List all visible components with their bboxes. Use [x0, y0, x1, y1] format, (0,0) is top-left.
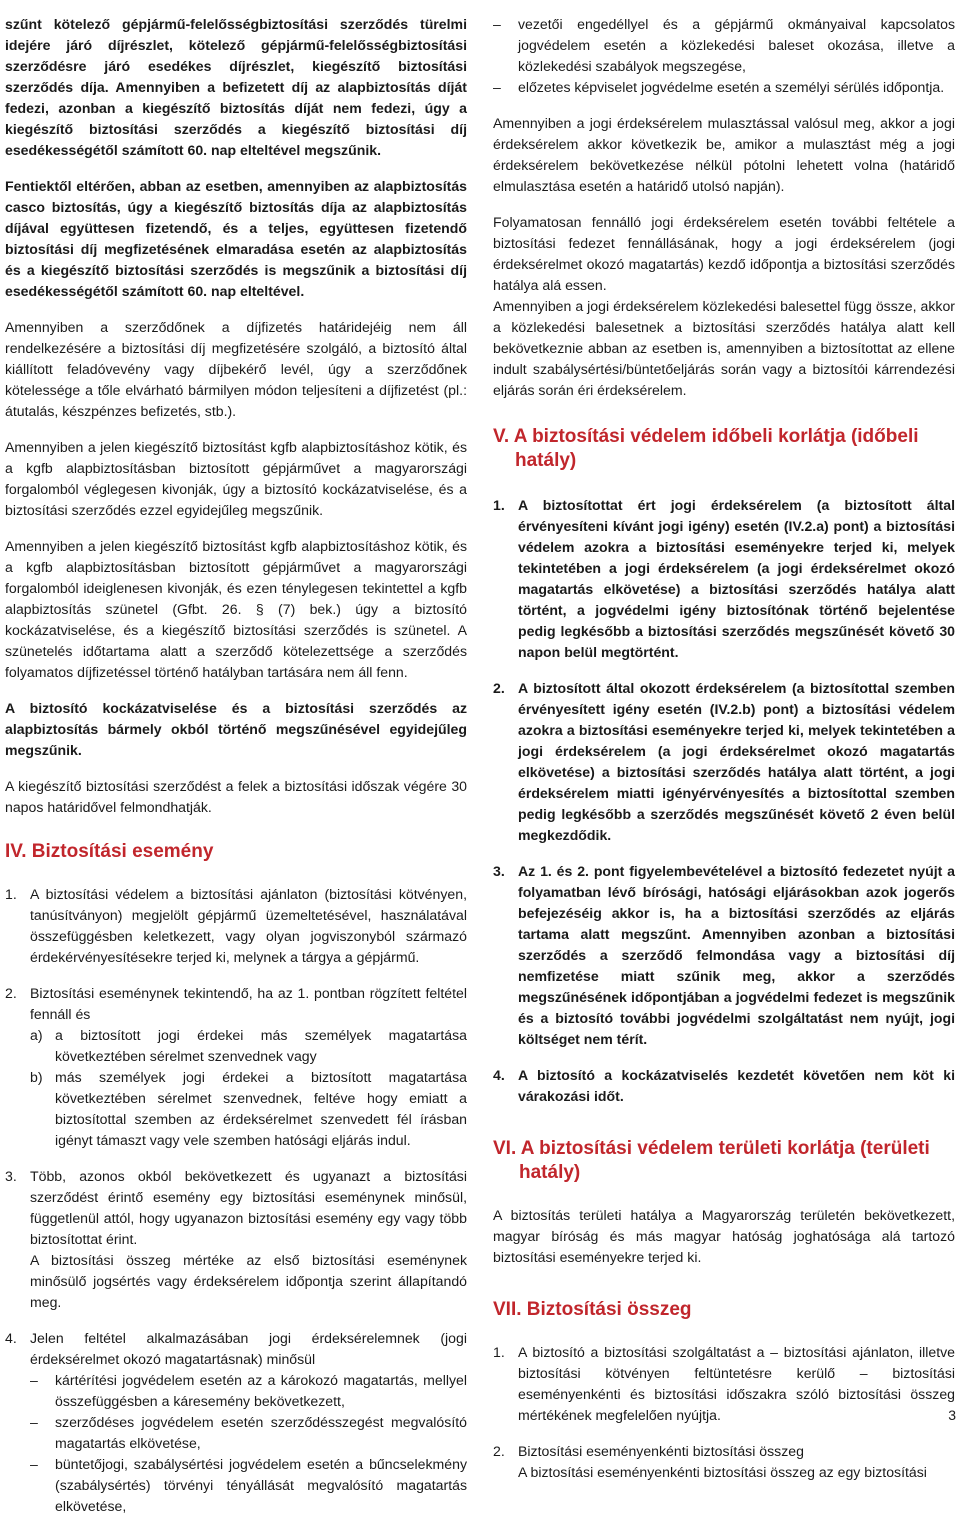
sub-item-letter: b): [30, 1069, 43, 1085]
item-number: 1.: [5, 886, 17, 902]
dash-item: [493, 14, 955, 77]
item-text: Jelen feltétel alkalmazásában jogi érdeksérelemnek (jogi érdeksérelmet okozó magatartásnak) minősül: [30, 1330, 467, 1367]
sub-item-text: más személyek jogi érdekei a biztosított magatartása következtében sérelmet szenvednek, feltéve hogy emiatt a biztosítottal szemben az érdeksérelmet szenvedett fél írásban igényt támaszt vagy vele szemben hatósági eljárás indul.: [55, 1069, 467, 1148]
item-number: 3.: [5, 1168, 17, 1184]
item-number: 4.: [5, 1330, 17, 1346]
sub-item-text: a biztosított jogi érdekei más személyek magatartása következtében sérelmet szenvednek vagy: [55, 1027, 467, 1064]
dash-item-text: vezetői engedéllyel és a gépjármű okmányaival kapcsolatos jogvédelem esetén a közlekedési baleset okozása, illetve a közlekedési szabályok megszegése,: [518, 16, 955, 74]
paragraph-temporary-withdrawal: Amennyiben a jelen kiegészítő biztosítást kgfb alapbiztosításhoz kötik, és a kgfb alapbiztosításban biztosított gépjárművet a magyarországi forgalomból ideiglenesen kivonják, és ezen ténylegesen tekintettel a kgfb alapbiztosítás szünetel (Gfbt. 26. § (7) bek.) úgy a biztosító kockázatviselése, és a kiegészítő biztosítási szerződés is szünetel. A szünetelés időtartama alatt a szerződő kötelezettsége a szerződés folyamatos díjfizetéssel történő hatályban tartására nem áll fenn.: [5, 538, 467, 680]
dash-item: [30, 1454, 467, 1517]
dash-item: [30, 1370, 467, 1412]
item-text: Biztosítási eseménynek tekintendő, ha az 1. pontban rögzített feltétel fennáll és: [30, 985, 467, 1022]
paragraph-continuous-damage: Folyamatosan fennálló jogi érdeksérelem esetén további feltétele a biztosítási fedezet fennállásának, hogy a jogi érdeksérelem (jogi érdeksérelmet okozó magatartás) kezdő időpontja a biztosítási szerződés hatálya alá essen.: [493, 214, 955, 293]
list-item: [493, 1065, 955, 1107]
page-number: 3: [948, 1407, 956, 1423]
item-number: 1.: [493, 497, 505, 513]
paragraph-termination-notice: A kiegészítő biztosítási szerződést a felek a biztosítási időszak végére 30 napos határidővel felmondhatják.: [5, 778, 467, 815]
section-heading-vii: VII. Biztosítási összeg: [493, 1299, 692, 1320]
dash-item-text: büntetőjogi, szabálysértési jogvédelem esetén a bűncselekmény (szabálysértés) törvényi tényállását megvalósító magatartás elkövetése,: [55, 1456, 467, 1514]
item-number: 2.: [493, 1443, 505, 1459]
item-number: 2.: [5, 985, 17, 1001]
list-item: [5, 1328, 467, 1517]
paragraph-territorial-scope: A biztosítás területi hatálya a Magyarország területén bekövetkezett, magyar bíróság és más magyar hatóság joghatósága alá tartozó biztosítási eseményekre terjed ki.: [493, 1207, 955, 1265]
dash-item-text: kártérítési jogvédelem esetén az a károkozó magatartás, mellyel összefüggésben a káresemény bekövetkezett,: [55, 1372, 467, 1409]
item-text: A biztosítási védelem a biztosítási ajánlaton (biztosítási kötvényen, tanúsítványon) megjelölt gépjármű üzemeltetésével, használatával összefüggésben keletkezett, vagy olyan jogviszonyból származó érdekérvényesítésekre terjed ki, melynek a tárgya a gépjármű.: [30, 886, 467, 965]
paragraph-permanent-withdrawal: Amennyiben a jelen kiegészítő biztosítást kgfb alapbiztosításhoz kötik, és a kgfb alapbiztosításban biztosított gépjárművet a magyarországi forgalomból véglegesen kivonják, úgy a biztosító kockázatviselése, és a biztosítási szerződés ezzel egyidejűleg megszűnik.: [5, 439, 467, 518]
dash-marker: –: [493, 16, 501, 32]
dash-marker: –: [30, 1372, 38, 1388]
item-text: A biztosított által okozott érdeksérelem (a biztosítottal szemben érvényesített igény esetén (IV.2.b) pont) a biztosítási védelem azokra a biztosítási eseményekre terjed ki, melyek tekintetében a jogi érdeksérelem (a jogi érdeksérelmet okozó magatartás elkövetése) a biztosítási szerződés hatálya alatt történt, a jogi érdeksérelem miatti igényérvényesítés a biztosítottal szemben pedig legkésőbb a szerződés megszűnését követő 2 éven belül megkezdődik.: [518, 680, 955, 843]
sub-item: [30, 1025, 467, 1067]
dash-marker: –: [30, 1456, 38, 1472]
list-item: [5, 983, 467, 1151]
dash-marker: –: [493, 79, 501, 95]
item-text: Az 1. és 2. pont figyelembevételével a biztosító fedezetet nyújt a folyamatban lévő bírósági, hatósági eljárásokban azok jogerős befejezéséig akkor is, ha a biztosítási szerződés az eljárás tartama alatt megszűnt. Amennyiben azonban a biztosítási szerződés a szerződő felmondása vagy a biztosítási díj nemfizetése miatt szűnik meg, akkor a szerződés megszűnésének időpontjában a jogvédelmi fedezet is megszűnik és a biztosító további jogvédelmi szolgáltatást nem nyújt, jogi költséget nem térít.: [518, 863, 955, 1047]
section-heading-vi: VI. A biztosítási védelem területi korlátja (területi hatály): [493, 1138, 930, 1183]
item-number: 4.: [493, 1067, 505, 1083]
item-text: Biztosítási eseményenkénti biztosítási összeg: [518, 1443, 804, 1459]
paragraph-traffic-accident: Amennyiben a jogi érdeksérelem közlekedési balesettel függ össze, akkor a közlekedési balesetnek a biztosítási szerződés hatálya alatt kell bekövetkeznie abban az esetben is, amennyiben a biztosítottat az ellene indult szabálysértési/büntetőeljárás során vagy a biztosítói kárrendezési eljárás során éri érdeksérelem.: [493, 298, 955, 398]
list-item: [493, 1441, 955, 1483]
left-column: [5, 14, 467, 1532]
item-number: 1.: [493, 1344, 505, 1360]
paragraph-casco-exception: Fentiektől eltérően, abban az esetben, amennyiben az alapbiztosítás casco biztosítás, úgy a kiegészítő biztosítás díja az alapbiztosítás díjával együttesen fizetendő, és a teljes, együttesen fizetendő biztosítási díj megfizetésének elmaradása esetén az alapbiztosítás és a kiegészítő biztosítási szerződés is megszűnik a biztosítási díj esedékességétől számított 60. nap elteltével.: [5, 178, 467, 299]
item-text: A biztosítottat ért jogi érdeksérelem (a biztosított által érvényesíteni kívánt jogi igény) esetén (IV.2.a) pont) a biztosítási védelem azokra a biztosítási eseményekre terjed ki, melyek tekintetében a jogi érdeksérelem (a jogi érdeksérelmet okozó magatartás elkövetése) a biztosítási szerződés hatálya alatt történt, a jogvédelmi igény biztosítónak történő bejelentése pedig legkésőbb a biztosítási szerződés megszűnését követő 30 napon belül megtörtént.: [518, 497, 955, 660]
paragraph-omission: Amennyiben a jogi érdeksérelem mulasztással valósul meg, akkor a jogi érdeksérelem akkor következik be, amikor a mulasztást még a jogi érdeksérelem bekövetkezése nélkül pótolni lehetett volna (határidő elmulasztása esetén a határidő utolsó napján).: [493, 115, 955, 194]
list-item: [493, 495, 955, 663]
paragraph-payment-obligation: Amennyiben a szerződőnek a díjfizetés határidejéig nem áll rendelkezésére a biztosítási díj megfizetésére szolgáló, a biztosító által kiállított feladóvevény vagy díjbekérő levél, úgy a szerződőnek kötelessége a tőle elvárható bármilyen módon teljesíteni a díjfizetést (pl.: átutalás, készpénzes befizetés, stb.).: [5, 319, 467, 419]
dash-item-text: szerződéses jogvédelem esetén szerződésszegést megvalósító magatartás elkövetése,: [55, 1414, 467, 1451]
dash-item: [30, 1412, 467, 1454]
dash-item-text: előzetes képviselet jogvédelme esetén a személyi sérülés időpontja.: [518, 79, 945, 95]
section-heading-iv: IV. Biztosítási esemény: [5, 841, 214, 862]
dash-marker: –: [30, 1414, 38, 1430]
list-item: [493, 861, 955, 1050]
dash-item: [493, 77, 955, 98]
item-number: 3.: [493, 863, 505, 879]
paragraph-risk-cessation: A biztosító kockázatviselése és a biztosítási szerződés az alapbiztosítás bármely okból történő megszűnésével egyidejűleg megszűnik.: [5, 700, 467, 758]
item-number: 2.: [493, 680, 505, 696]
list-item: [5, 1166, 467, 1313]
section-heading-v: V. A biztosítási védelem időbeli korlátja (időbeli hatály): [493, 426, 919, 471]
item-text: A biztosító a biztosítási szolgáltatást a – biztosítási ajánlaton, illetve biztosítási kötvényen feltüntetésre kerülő – biztosítási eseményenkénti és biztosítási időszakra szóló biztosítási összeg mértékének megfelelően nyújtja.: [518, 1344, 955, 1423]
item-text-continued: A biztosítási eseményenkénti biztosítási összeg az egy biztosítási: [518, 1464, 927, 1480]
item-text: A biztosító a kockázatviselés kezdetét követően nem köt ki várakozási időt.: [518, 1067, 955, 1104]
sub-item-letter: a): [30, 1027, 43, 1043]
right-column: [493, 14, 955, 1498]
list-item: [493, 678, 955, 846]
item-text-continued: A biztosítási összeg mértéke az első biztosítási eseménynek minősülő jogsértés vagy érdeksérelem időpontja szerint állapítandó meg.: [30, 1252, 467, 1310]
sub-item: [30, 1067, 467, 1151]
dash-list: [493, 14, 955, 98]
paragraph-premium-termination: szűnt kötelező gépjármű-felelősségbiztosítási szerződés türelmi idejére járó díjrészlet, kötelező gépjármű-felelősségbiztosítási szerződésre járó esedékes díjrészlet, kiegészítő biztosítási szerződés díja. Amennyiben a befizetett díj az alapbiztosítás díját fedezi, azonban a kiegészítő biztosítás díját nem fedezi, úgy a kiegészítő biztosítási szerződés a kiegészítő biztosítási díj esedékességétől számított 60. nap elteltével megszűnik.: [5, 16, 467, 158]
list-item: [5, 884, 467, 968]
list-item: [493, 1342, 955, 1426]
item-text: Több, azonos okból bekövetkezett és ugyanazt a biztosítási szerződést érintő esemény egy biztosítási eseménynek minősül, függetlenül attól, hogy ugyanazon biztosítási esemény egy vagy több biztosítottat érint.: [30, 1168, 467, 1247]
